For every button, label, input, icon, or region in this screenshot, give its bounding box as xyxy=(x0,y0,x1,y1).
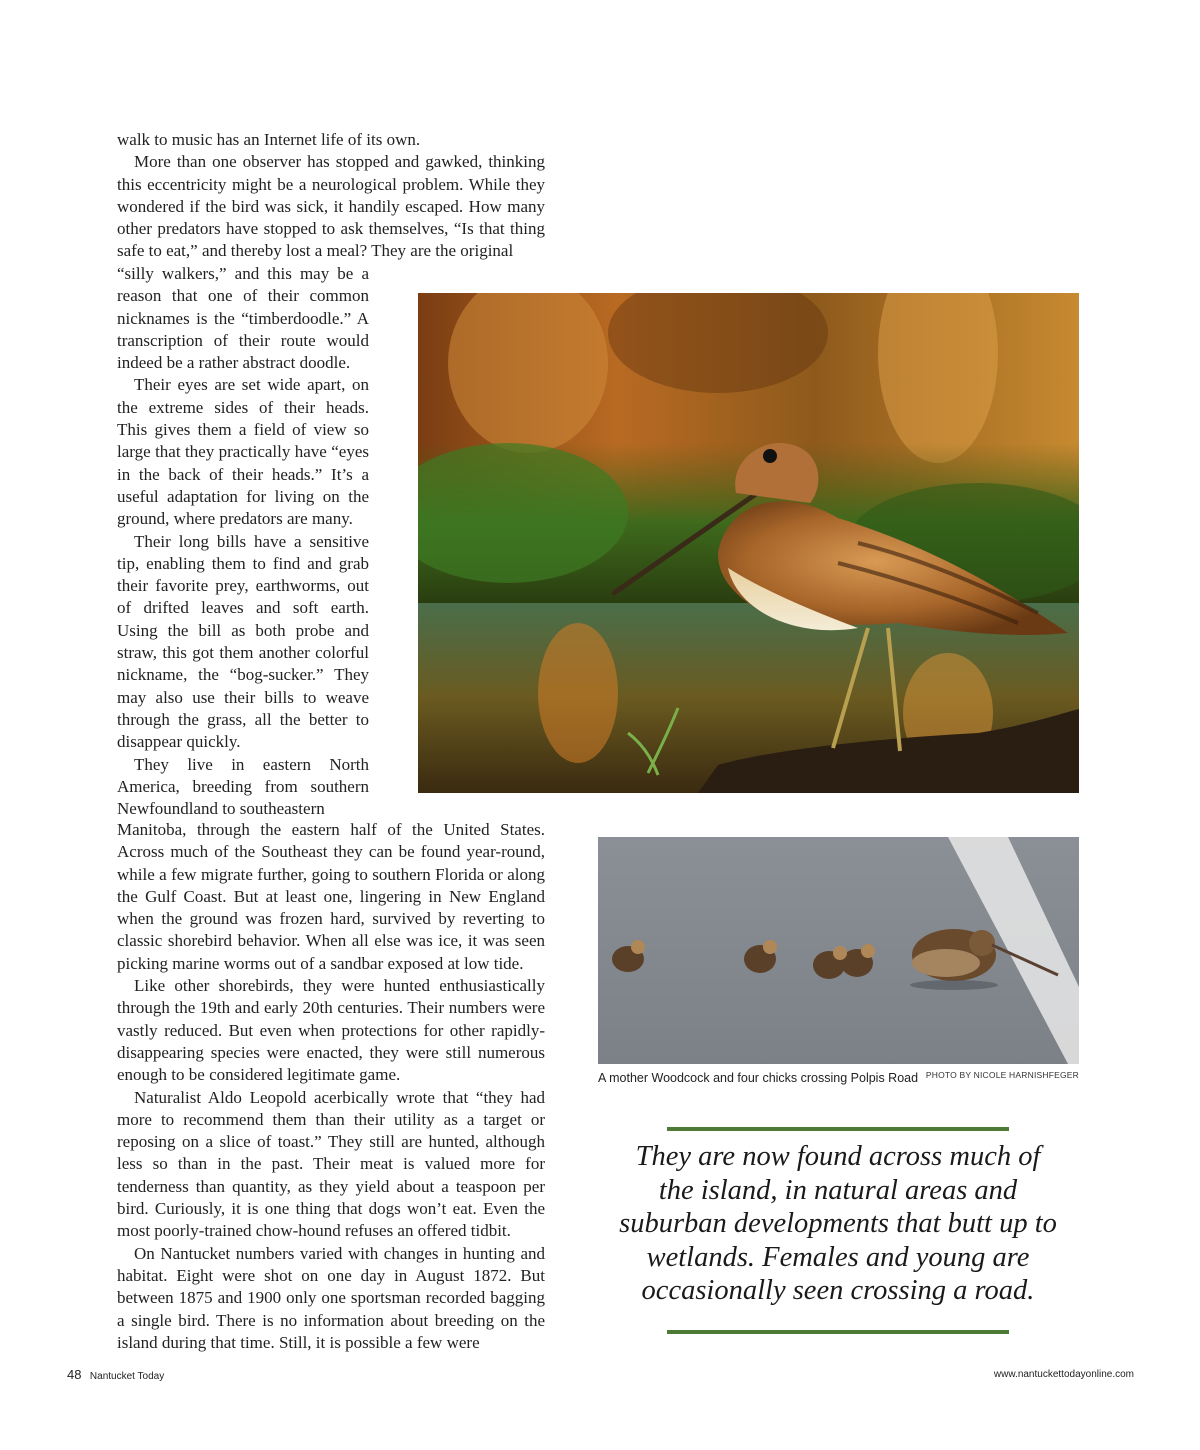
page-number: 48 xyxy=(67,1367,82,1382)
page-footer-left xyxy=(67,1366,164,1384)
paragraph: On Nantucket numbers varied with changes in hunting and habitat. Eight were shot on one day in August 1872. But between 1875 and 1900 only one sportsman recorded bagging a single bird. There is no information about breeding on the island during that time. Still, it is possible a few were xyxy=(117,1243,545,1352)
pull-quote-bottom-rule xyxy=(667,1330,1009,1334)
paragraph: Naturalist Aldo Leopold acerbically wrote that “they had more to recommend them than their utility as a target or reposing on a slice of toast.” They still are hunted, although less so than in the past. Their meat is valued more for tenderness than quantity, as they yield about a teaspoon per bird. Curiously, it is one thing that dogs won’t eat. Even the most poorly-trained chow-hound refuses an offered tidbit. xyxy=(117,1087,545,1241)
pull-quote-line: wetlands. Females and young are xyxy=(646,1241,1030,1273)
paragraph: Like other shorebirds, they were hunted enthusiastically through the 19th and early 20th centuries. Their numbers were vastly reduced. But even when protections for other rapidly-disappearing species were enacted, they were still numerous enough to be considered legitimate game. xyxy=(117,976,545,1085)
publication-name: Nantucket Today xyxy=(89,1371,165,1382)
paragraph: Their eyes are set wide apart, on the extreme sides of their heads. This gives them a field of view so large that they practically have “eyes in the back of their heads.” It’s a useful adaptation for living on the ground, where predators are many. xyxy=(117,375,369,529)
paragraph: More than one observer has stopped and gawked, thinking this eccentricity might be a neurological problem. While they wondered if the bird was sick, it handily escaped. How many other predators have stopped to ask themselves, “Is that thing safe to eat,” and thereby lost a meal? They are the original xyxy=(117,152,545,261)
paragraph: Their long bills have a sensitive tip, enabling them to find and grab their favorite prey, earthworms, out of drifted leaves and soft earth. Using the bill as both probe and straw, this got them another colorful nickname, the “bog-sucker.” They may also use their bills to weave through the grass, all the better to disappear quickly. xyxy=(117,531,369,752)
article-column-narrow xyxy=(117,263,369,820)
paragraph: Manitoba, through the eastern half of the United States. Across much of the Southeast they can be found year-round, while a few migrate further, going to southern Florida or along the Gulf Coast. But at least one, lingering in New England when the ground was frozen hard, survived by reverting to classic shorebird behavior. When all else was ice, it was seen picking marine worms out of a sandbar exposed at low tide. xyxy=(117,820,545,973)
article-column-bottom xyxy=(117,819,545,1354)
footer-url: www.nantuckettodayonline.com xyxy=(993,1369,1134,1380)
pull-quote-line: suburban developments that butt up to xyxy=(619,1208,1057,1239)
paragraph: They live in eastern North America, breeding from southern Newfoundland to southeastern xyxy=(117,754,369,819)
pull-quote-line: occasionally seen crossing a road. xyxy=(641,1275,1035,1306)
paragraph: “silly walkers,” and this may be a reason that one of their common nicknames is the “timberdoodle.” A transcription of their route would indeed be a rather abstract doodle. xyxy=(117,264,369,373)
photo-caption xyxy=(598,1069,1079,1087)
photo-credit: PHOTO BY NICOLE HARNISHFEGER xyxy=(925,1070,1079,1080)
pull-quote xyxy=(612,1140,1064,1308)
pull-quote-line: They are now found across much of xyxy=(635,1141,1041,1172)
paragraph: walk to music has an Internet life of its own. xyxy=(117,130,421,149)
woodcock-road-photo xyxy=(598,837,1079,1064)
article-column-top xyxy=(117,129,545,263)
caption-text: A mother Woodcock and four chicks crossing Polpis Road xyxy=(598,1071,919,1085)
pull-quote-top-rule xyxy=(667,1127,1009,1131)
pull-quote-line: the island, in natural areas and xyxy=(658,1174,1018,1206)
snipe-photo xyxy=(418,293,1079,793)
